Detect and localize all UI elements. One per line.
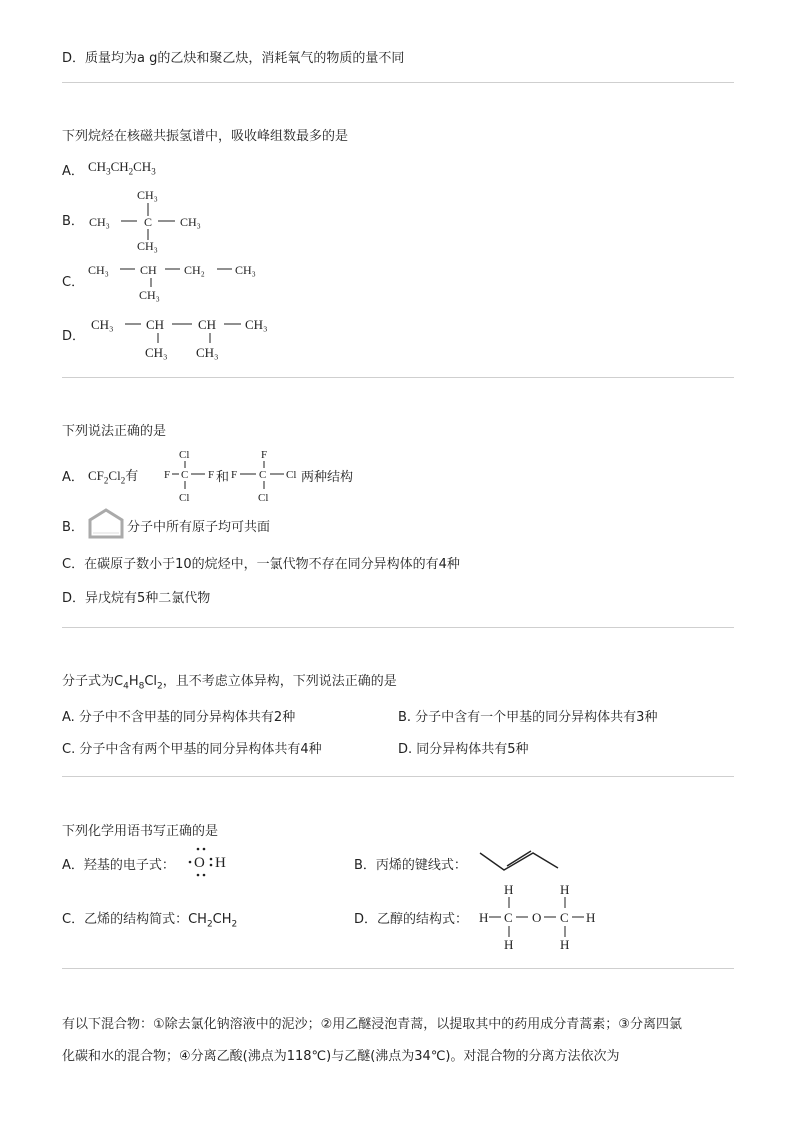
svg-text:CH₂: CH₂ — [184, 263, 205, 277]
svg-text:CH: CH — [146, 317, 165, 332]
q2-option-b-ring-icon — [88, 508, 126, 540]
divider — [62, 627, 734, 628]
q1-option-c-structure — [85, 258, 275, 304]
prev-option-d: D．质量均为a g的乙炔和聚乙炔，消耗氧气的物质的量不同 — [62, 51, 405, 66]
q2-option-c: C．在碳原子数小于10的烷烃中，一氯代物不存在同分异构体的有4种 — [62, 557, 460, 572]
b-top: CH₃ — [137, 188, 158, 202]
svg-text:Cl: Cl — [179, 492, 190, 504]
q2-stem: 下列说法正确的是 — [62, 424, 167, 439]
svg-text:H: H — [504, 937, 514, 952]
q1-stem: 下列烷烃在核磁共振氢谱中，吸收峰组数最多的是 — [62, 129, 349, 144]
q2-option-a-tail: 两种结构 — [301, 470, 354, 485]
svg-text:CH₃: CH₃ — [91, 317, 114, 332]
q2-option-d: D．异戊烷有5种二氯代物 — [62, 591, 211, 606]
svg-text:O: O — [194, 855, 205, 871]
b-bottom: CH₃ — [137, 239, 158, 253]
b-left: CH₃ — [89, 215, 110, 229]
svg-text:H: H — [479, 910, 489, 925]
svg-text:H: H — [560, 882, 570, 897]
q2-option-a-structure-1 — [160, 446, 222, 504]
divider — [62, 968, 734, 969]
q4-option-a: A．羟基的电子式： — [62, 858, 175, 873]
q3-option-a: A. 分子中不含甲基的同分异构体共有2种 — [62, 710, 296, 725]
q1-option-d-structure — [88, 312, 283, 364]
svg-text:C: C — [560, 910, 569, 925]
svg-text:F: F — [261, 449, 268, 461]
q4-stem: 下列化学用语书写正确的是 — [62, 824, 219, 839]
q2-option-b-text: 分子中所有原子均可共面 — [127, 520, 271, 535]
svg-text:CH₃: CH₃ — [139, 288, 160, 302]
svg-text:H: H — [586, 910, 596, 925]
q2-option-a-label: A． — [62, 470, 84, 485]
q2-option-a-formula: $CF_2Cl_2$有 — [88, 468, 139, 486]
q4-c-formula: $CH_2CH_2$ — [188, 912, 238, 930]
q1-option-d-label: D． — [62, 329, 86, 344]
q4-option-c: C．乙烯的结构简式：$CH_2CH_2$ — [62, 912, 238, 930]
q4-option-b: B．丙烯的键线式： — [354, 858, 467, 873]
q4-option-a-electron-formula — [185, 844, 235, 878]
b-center: C — [144, 215, 153, 229]
divider — [62, 82, 734, 83]
svg-text:H: H — [560, 937, 570, 952]
svg-text:CH₃: CH₃ — [235, 263, 256, 277]
svg-text:C: C — [259, 469, 267, 481]
svg-text:F: F — [164, 469, 171, 481]
b-right: CH₃ — [180, 215, 201, 229]
svg-text:Cl: Cl — [179, 449, 190, 461]
svg-text:CH₃: CH₃ — [88, 263, 109, 277]
q3-stem: 分子式为$C_4H_8Cl_2$，且不考虑立体异构，下列说法正确的是 — [62, 674, 397, 692]
q4-option-d: D．乙醇的结构式： — [354, 912, 469, 927]
svg-text:H: H — [215, 855, 226, 871]
q4-option-d-structural-formula — [476, 880, 604, 952]
svg-text:F: F — [208, 469, 215, 481]
q1-option-a-formula: $CH_3CH_2CH_3$ — [88, 159, 156, 177]
svg-text:C: C — [181, 469, 189, 481]
q3-option-d: D. 同分异构体共有5种 — [398, 742, 529, 757]
q1-option-c-label: C． — [62, 275, 85, 290]
q5-line-2: 化碳和水的混合物；④分离乙酸(沸点为118℃)与乙醚(沸点为34℃)。对混合物的分离方法依次为 — [62, 1049, 620, 1064]
svg-text:F: F — [231, 469, 238, 481]
q3-option-c: C. 分子中含有两个甲基的同分异构体共有4种 — [62, 742, 322, 757]
svg-text:H: H — [504, 882, 514, 897]
svg-text:Cl: Cl — [286, 469, 297, 481]
q2-option-b-label: B． — [62, 520, 84, 535]
svg-text:CH: CH — [140, 263, 157, 277]
q2-option-a-structure-2 — [229, 446, 305, 504]
svg-text:O: O — [532, 910, 542, 925]
svg-text:C: C — [504, 910, 513, 925]
svg-text:CH: CH — [198, 317, 217, 332]
q1-option-b-label: B． — [62, 214, 84, 229]
q3-option-b: B. 分子中含有一个甲基的同分异构体共有3种 — [398, 710, 658, 725]
q1-option-a-label: A． — [62, 164, 84, 179]
svg-text:CH₃: CH₃ — [145, 345, 168, 360]
q5-line-1: 有以下混合物：①除去氯化钠溶液中的泥沙；②用乙醚浸泡青蒿，以提取其中的药用成分青蒿素；③分离四氯 — [62, 1017, 682, 1032]
divider — [62, 377, 734, 378]
q3-formula: $C_4H_8Cl_2$ — [114, 674, 163, 692]
q1-option-b-structure — [85, 185, 220, 255]
svg-text:CH₃: CH₃ — [196, 345, 219, 360]
svg-text:Cl: Cl — [258, 492, 269, 504]
q2-option-a-and: 和 — [216, 470, 230, 485]
q4-option-b-skeletal-formula — [478, 848, 562, 874]
divider — [62, 776, 734, 777]
svg-text:CH₃: CH₃ — [245, 317, 268, 332]
